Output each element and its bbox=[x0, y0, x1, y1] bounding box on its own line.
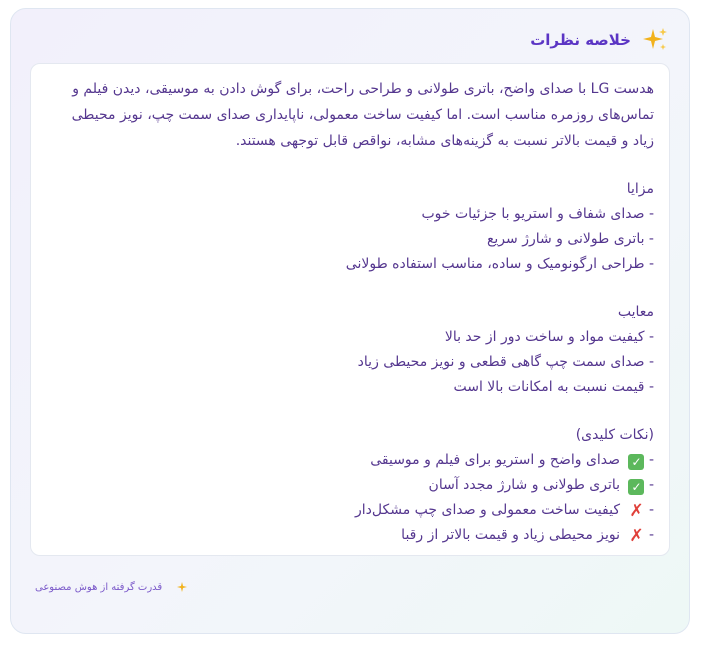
check-icon: ✓ bbox=[628, 454, 644, 470]
key-point-item bbox=[49, 448, 654, 473]
key-point-item bbox=[49, 498, 654, 523]
pros-item: - باتری طولانی و شارژ سریع bbox=[486, 231, 654, 247]
summary-paragraph: هدست LG با صدای واضح، باتری طولانی و طراحی راحت، برای گوش دادن به موسیقی، دیدن فیلم و تماس‌های روزمره مناسب است. اما کیفیت ساخت معمولی، ناپایداری صدای سمت چپ، نویز محیطی زیاد و قیمت بالاتر نسبت به گزینه‌های مشابه، نواقص قابل توجهی هستند. bbox=[71, 81, 654, 149]
cross-icon: ✗ bbox=[629, 526, 644, 546]
pros-title: مزایا bbox=[626, 181, 654, 197]
review-summary-card bbox=[10, 8, 690, 634]
key-point-dash: - bbox=[648, 452, 654, 468]
cons-list bbox=[49, 325, 654, 400]
card-header bbox=[530, 23, 669, 57]
cons-item: - کیفیت مواد و ساخت دور از حد بالا bbox=[444, 329, 654, 345]
cons-item: - قیمت نسبت به امکانات بالا است bbox=[453, 379, 654, 395]
card-title: خلاصه نظرات bbox=[530, 31, 631, 49]
pros-item: - صدای شفاف و استریو با جزئیات خوب bbox=[421, 206, 654, 222]
powered-by-ai-footer bbox=[35, 581, 188, 593]
key-points-list bbox=[49, 448, 654, 548]
small-sparkle-icon bbox=[176, 581, 188, 593]
powered-by-text: قدرت گرفته از هوش مصنوعی bbox=[35, 581, 163, 593]
key-point-dash: - bbox=[648, 502, 654, 518]
sparkle-icon bbox=[641, 26, 669, 54]
key-point-text: صدای واضح و استریو برای فیلم و موسیقی bbox=[370, 452, 621, 468]
pros-list bbox=[49, 202, 654, 277]
key-point-dash: - bbox=[648, 527, 654, 543]
key-point-text: کیفیت ساخت معمولی و صدای چپ مشکل‌دار bbox=[355, 502, 621, 518]
key-point-item bbox=[49, 523, 654, 548]
key-point-dash: - bbox=[648, 477, 654, 493]
cons-item: - صدای سمت چپ گاهی قطعی و نویز محیطی زیاد bbox=[357, 354, 654, 370]
cross-icon: ✗ bbox=[629, 501, 644, 521]
check-icon: ✓ bbox=[628, 479, 644, 495]
key-points-title: (نکات کلیدی) bbox=[575, 427, 654, 443]
key-point-text: باتری طولانی و شارژ مجدد آسان bbox=[428, 477, 621, 493]
key-point-text: نویز محیطی زیاد و قیمت بالاتر از رقبا bbox=[401, 527, 621, 543]
cons-title: معایب bbox=[617, 304, 654, 320]
pros-item: - طراحی ارگونومیک و ساده، مناسب استفاده طولانی bbox=[345, 256, 654, 272]
key-point-item bbox=[49, 473, 654, 498]
summary-content bbox=[30, 63, 670, 556]
